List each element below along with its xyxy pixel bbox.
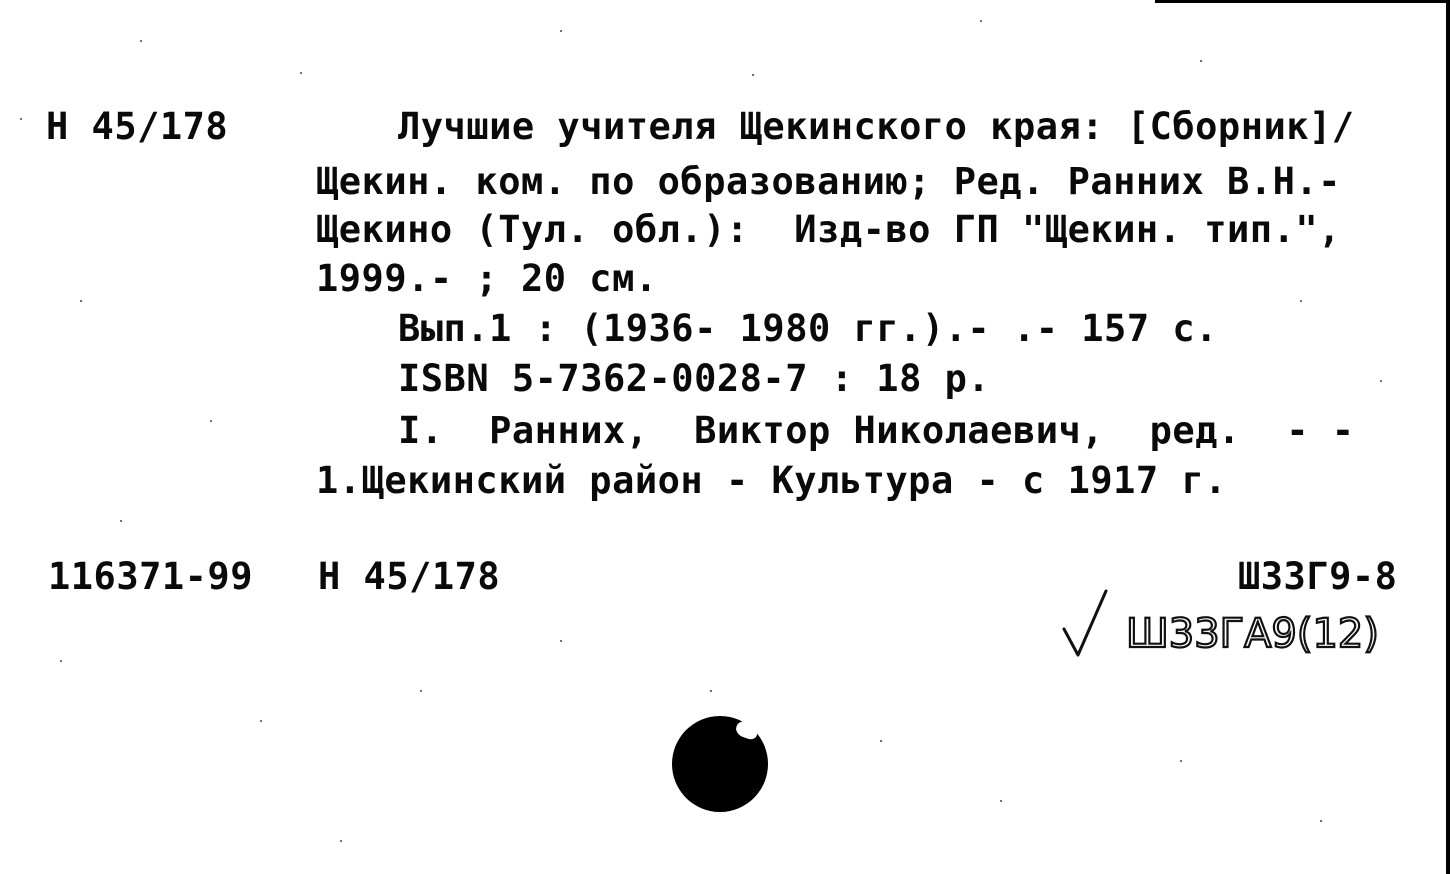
- isbn-line: ISBN 5-7362-0028-7 : 18 р.: [398, 357, 991, 400]
- speck: [560, 30, 562, 32]
- classification-code: Ш33Г9-8: [1238, 555, 1398, 598]
- handwritten-classification-note: [1060, 585, 1440, 695]
- speck: [120, 520, 122, 522]
- entry-title-line-2: Щекин. ком. по образованию; Ред. Ранних В.Н.-: [316, 160, 1341, 203]
- speck: [1320, 820, 1322, 822]
- shelfmark-bottom: Н 45/178: [318, 555, 501, 598]
- shelfmark-top: Н 45/178: [46, 105, 229, 148]
- handwritten-note-text: Ш33ГА9(12): [1126, 611, 1379, 657]
- speck: [752, 74, 754, 76]
- speck: [20, 118, 22, 120]
- tracing-line-1: I. Ранних, Виктор Николаевич, ред. - -: [398, 409, 1355, 452]
- speck: [420, 690, 422, 692]
- speck: [60, 660, 62, 662]
- speck: [80, 300, 82, 302]
- speck: [1180, 760, 1182, 762]
- volume-line: Вып.1 : (1936- 1980 гг.).- .- 157 с.: [398, 307, 1218, 350]
- card-edge-top: [1155, 0, 1450, 3]
- handwritten-note-svg: [1060, 585, 1440, 695]
- speck: [980, 20, 982, 22]
- entry-title-line-1: Лучшие учителя Щекинского края: [Сборник]/: [398, 105, 1355, 148]
- speck: [560, 640, 562, 642]
- speck: [1300, 300, 1302, 302]
- speck: [260, 720, 262, 722]
- speck: [1200, 60, 1202, 62]
- tracing-line-2: 1.Щекинский район - Культура - с 1917 г.: [316, 459, 1228, 502]
- speck: [1000, 800, 1002, 802]
- speck: [210, 420, 212, 422]
- entry-imprint-line: Щекино (Тул. обл.): Изд-во ГП "Щекин. тип.",: [316, 208, 1341, 251]
- speck: [140, 40, 142, 42]
- inventory-number: 116371-99: [48, 555, 253, 598]
- speck: [710, 690, 712, 692]
- checkmark-icon: [1064, 591, 1106, 655]
- speck: [880, 740, 882, 742]
- entry-year-line: 1999.- ; 20 см.: [316, 257, 658, 300]
- speck: [300, 72, 302, 74]
- card-edge-right: [1446, 0, 1450, 874]
- speck: [1380, 380, 1382, 382]
- speck: [340, 840, 342, 842]
